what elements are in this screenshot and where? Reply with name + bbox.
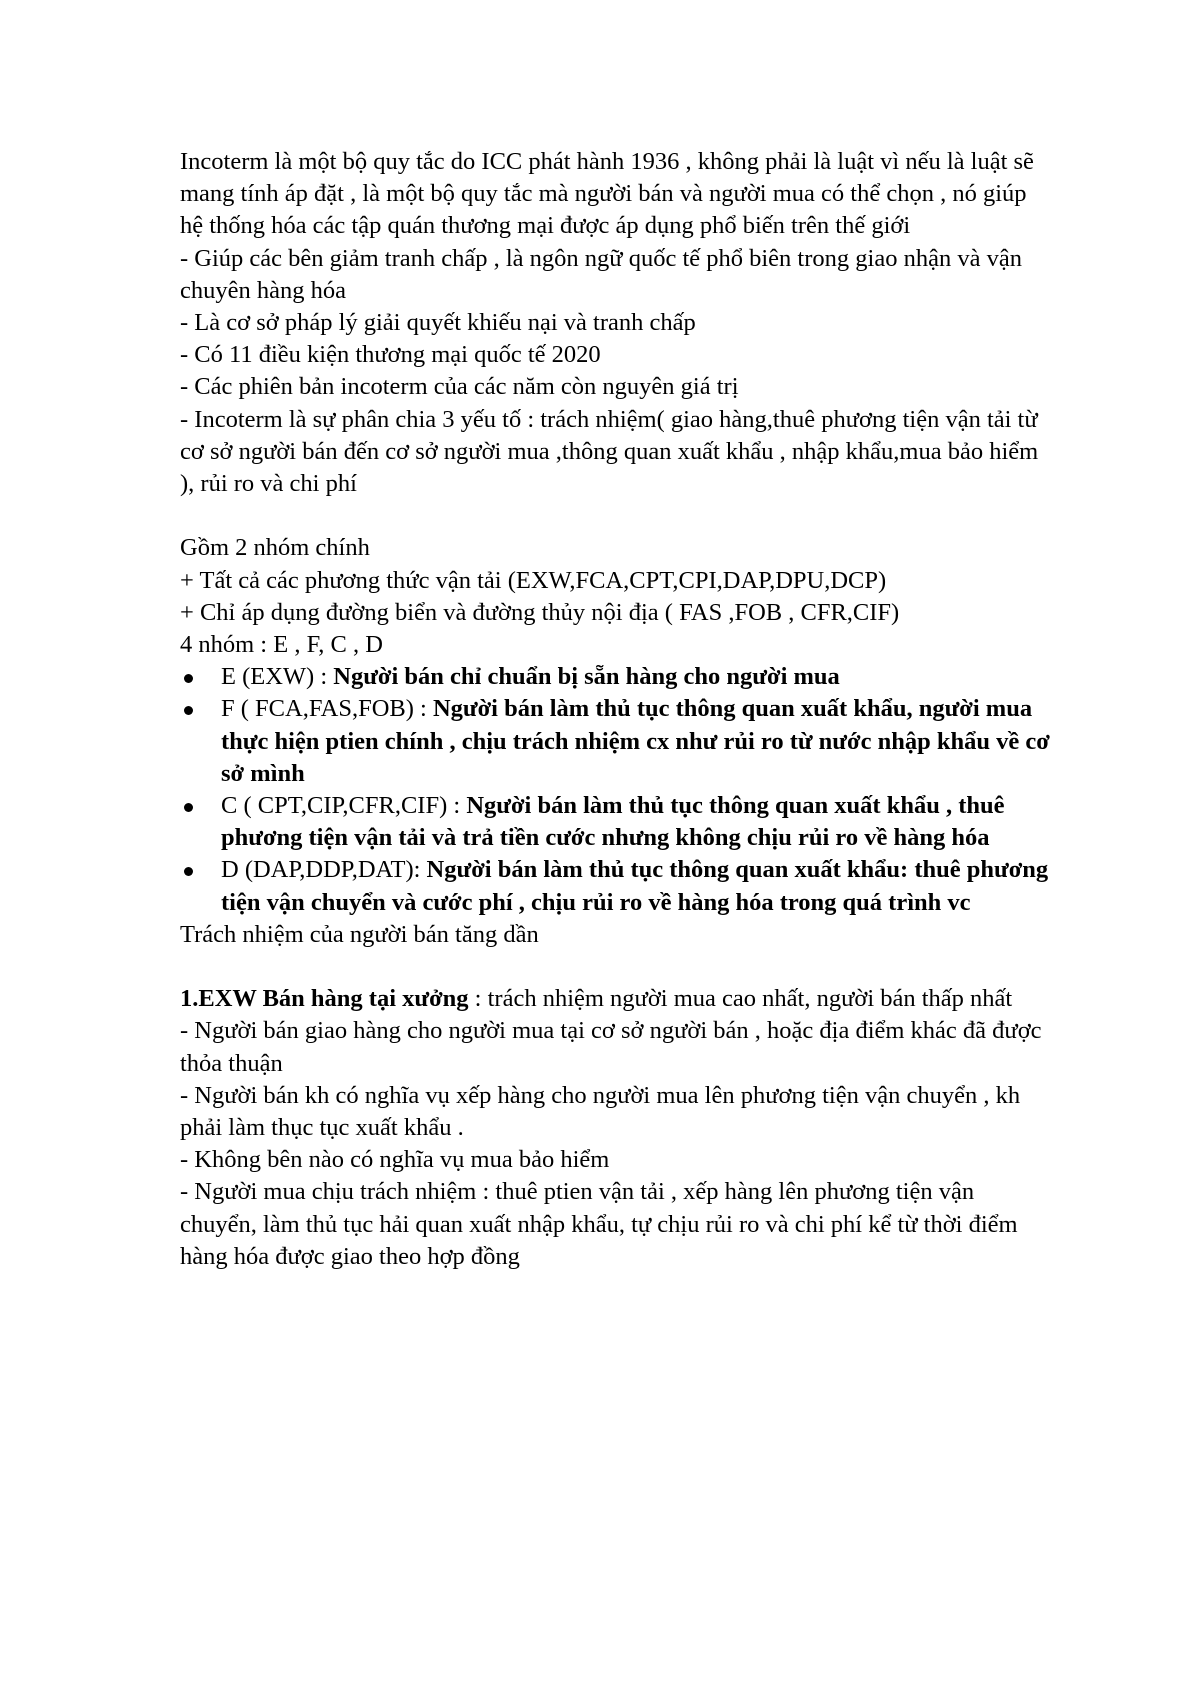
group-label: D (DAP,DDP,DAT): [221,856,427,884]
bullet-icon [184,803,193,812]
intro-point: - Incoterm là sự phân chia 3 yếu tố : trách nhiệm( giao hàng,thuê phương tiện vận tải từ cơ sở người bán đến cơ sở người mua ,thông quan xuất khẩu , nhập khẩu,mua bảo hiểm ), rủi ro và chi phí [180,405,1039,498]
group-description: Người bán làm thủ tục thông quan xuất khẩu, người mua thực hiện ptien chính , chịu trách nhiệm cx như rủi ro từ nước nhập khẩu về cơ sở mình [221,695,1050,787]
bullet-icon [184,706,193,715]
main-group-item: + Chỉ áp dụng đường biển và đường thủy nội địa ( FAS ,FOB , CFR,CIF) [180,598,900,626]
exw-point: - Người bán kh có nghĩa vụ xếp hàng cho người mua lên phương tiện vận chuyển , kh phải làm thục tục xuất khẩu . [180,1081,1021,1142]
intro-point: - Là cơ sở pháp lý giải quyết khiếu nại và tranh chấp [180,309,696,337]
group-description: Người bán làm thủ tục thông quan xuất khẩu: thuê phương tiện vận chuyển và cước phí , chịu rủi ro về hàng hóa trong quá trình vc [221,856,1049,916]
blank-line [180,951,1050,983]
groups-conclusion: Trách nhiệm của người bán tăng dần [180,920,539,948]
exw-title-rest: : trách nhiệm người mua cao nhất, người bán thấp nhất [468,985,1013,1013]
bullet-icon [184,674,193,683]
groups-heading: Gồm 2 nhóm chính [180,534,370,562]
group-label: E (EXW) : [221,663,334,691]
group-label: F ( FCA,FAS,FOB) : [221,695,433,723]
bullet-icon [184,867,193,876]
intro-point: - Các phiên bản incoterm của các năm còn nguyên giá trị [180,373,739,401]
group-description: Người bán chỉ chuẩn bị sẵn hàng cho người mua [333,663,840,691]
group-e-item [180,661,1050,693]
group-d-item [180,854,1050,918]
exw-point: - Người bán giao hàng cho người mua tại cơ sở người bán , hoặc địa điểm khác đã được thỏa thuận [180,1017,1042,1077]
group-description: Người bán làm thủ tục thông quan xuất khẩu , thuê phương tiện vận tải và trả tiền cước nhưng không chịu rủi ro về hàng hóa [221,792,1005,852]
intro-point: - Có 11 điều kiện thương mại quốc tế 2020 [180,341,601,369]
exw-point: - Không bên nào có nghĩa vụ mua bảo hiểm [180,1146,610,1174]
exw-point: - Người mua chịu trách nhiệm : thuê ptien vận tải , xếp hàng lên phương tiện vận chuyển, làm thủ tục hải quan xuất nhập khẩu, tự chịu rủi ro và chi phí kể từ thời điểm hàng hóa được giao theo hợp đồng [180,1178,1018,1270]
exw-title [180,983,1050,1015]
exw-title-bold: 1.EXW Bán hàng tại xưởng [180,985,469,1013]
incoterm-group-list [180,661,1050,919]
four-groups-heading: 4 nhóm : E , F, C , D [180,631,383,659]
group-c-item [180,790,1050,854]
intro-paragraph: Incoterm là một bộ quy tắc do ICC phát hành 1936 , không phải là luật vì nếu là luật sẽ mang tính áp đặt , là một bộ quy tắc mà người bán và người mua có thể chọn , nó giúp hệ thống hóa các tập quán thương mại được áp dụng phổ biến trên thế giới [180,148,1034,240]
intro-point: - Giúp các bên giảm tranh chấp , là ngôn ngữ quốc tế phổ biên trong giao nhận và vận chuyên hàng hóa [180,244,1022,304]
document-page [180,146,1050,1273]
group-label: C ( CPT,CIP,CFR,CIF) : [221,792,467,820]
group-f-item [180,693,1050,790]
blank-line [180,500,1050,532]
main-group-item: + Tất cả các phương thức vận tải (EXW,FCA,CPT,CPI,DAP,DPU,DCP) [180,566,887,594]
